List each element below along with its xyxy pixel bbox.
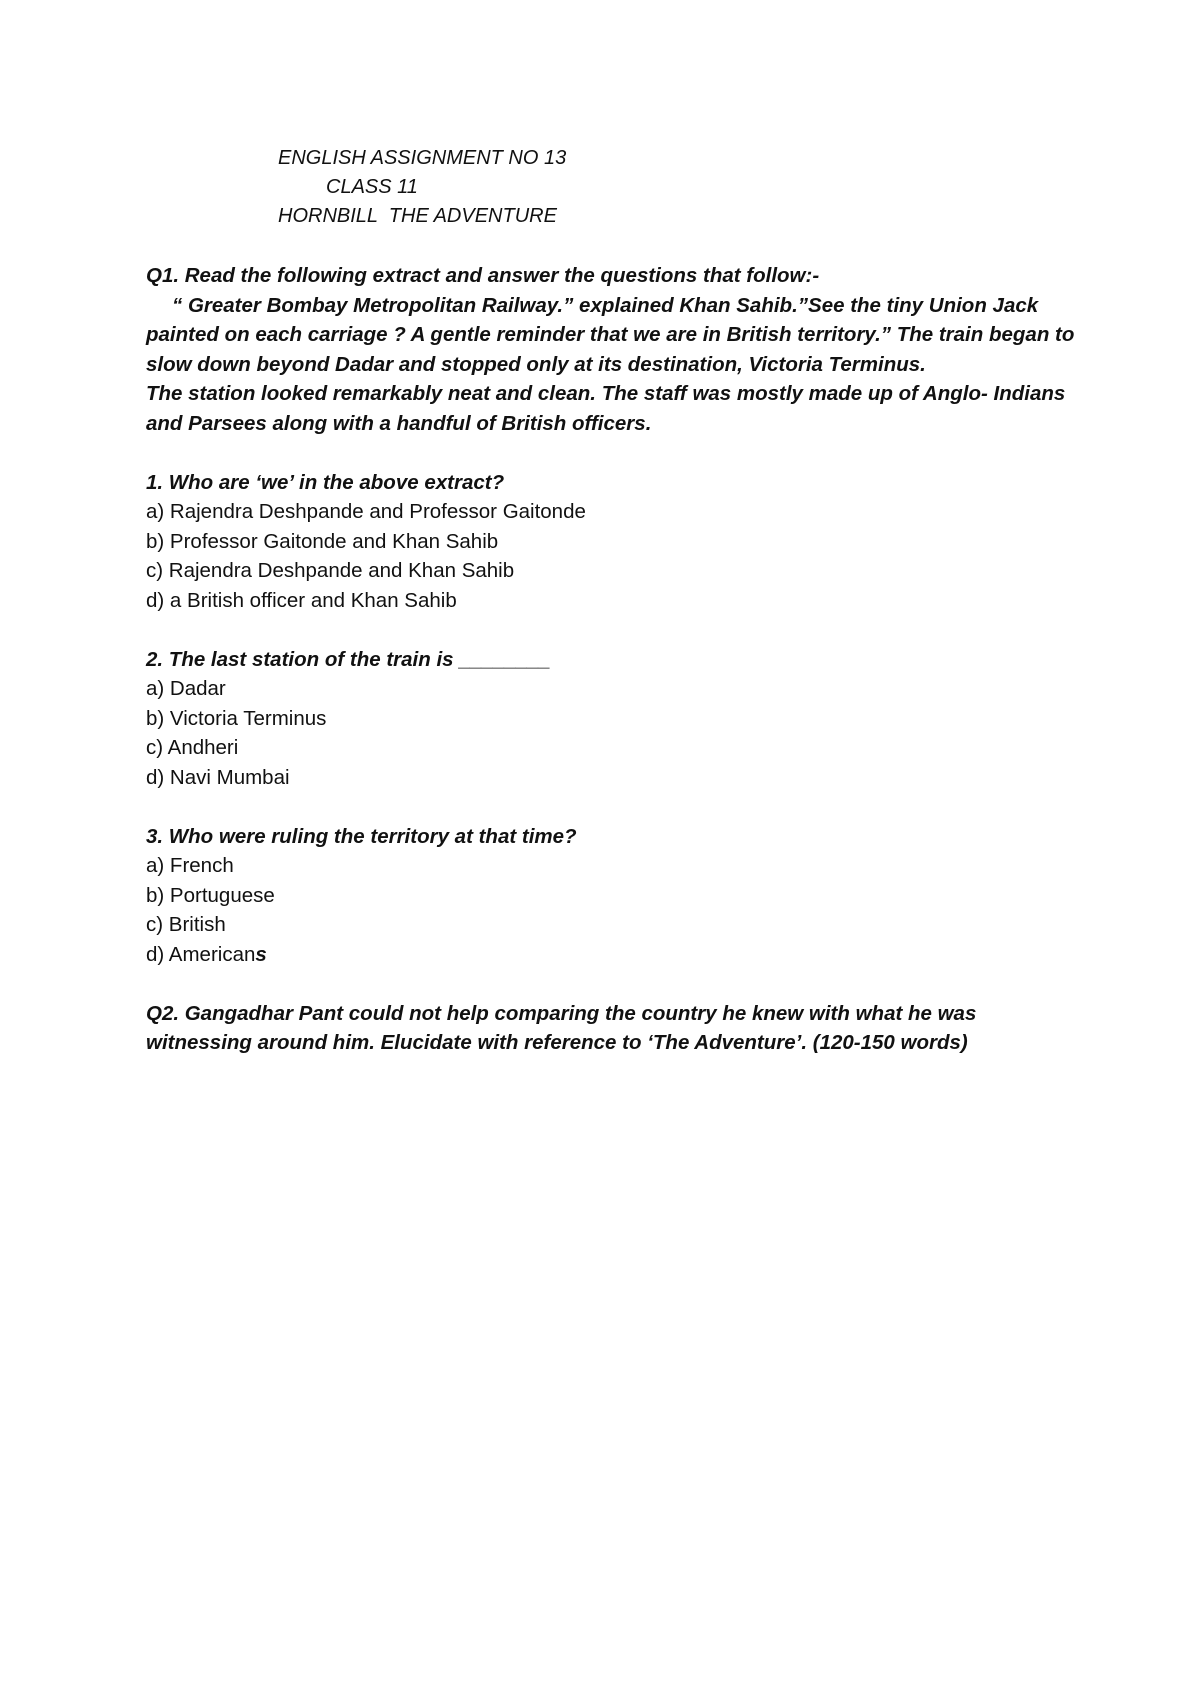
question-3-option-d-main: d) American	[146, 942, 256, 966]
question-2-text: 2. The last station of the train is ________	[146, 647, 551, 671]
question-1-option-d: d) a British officer and Khan Sahib	[146, 588, 457, 612]
q2-text: Q2. Gangadhar Pant could not help comparing the country he knew with what he was witnessing around him. Elucidate with reference to ‘The Adventure’. (120-150 words)	[146, 1001, 977, 1054]
question-3-text: 3. Who were ruling the territory at that time?	[146, 824, 577, 848]
spacer	[146, 969, 1086, 999]
spacer	[146, 792, 1086, 822]
question-2-option-c: c) Andheri	[146, 736, 239, 759]
question-2	[146, 645, 1086, 793]
assignment-body	[146, 261, 1086, 1058]
extract-paragraph-1: “ Greater Bombay Metropolitan Railway.” explained Khan Sahib.”See the tiny Union Jack painted on each carriage ? A gentle reminder that we are in British territory.” The train began to slow down beyond Dadar and stopped only at its destination, Victoria Terminus.	[146, 293, 1075, 376]
question-1	[146, 468, 1086, 616]
question-3-option-a: a) French	[146, 854, 234, 877]
question-3-option-d	[146, 940, 1086, 970]
question-1-option-b: b) Professor Gaitonde and Khan Sahib	[146, 529, 499, 553]
question-1-option-a: a) Rajendra Deshpande and Professor Gaitonde	[146, 500, 586, 523]
spacer	[146, 438, 1086, 468]
spacer	[146, 615, 1086, 645]
question-3-option-c: c) British	[146, 913, 226, 936]
question-2-option-d: d) Navi Mumbai	[146, 765, 290, 789]
question-1-option-c: c) Rajendra Deshpande and Khan Sahib	[146, 559, 515, 582]
question-3	[146, 822, 1086, 970]
question-2-option-a: a) Dadar	[146, 677, 226, 700]
question-3-option-b: b) Portuguese	[146, 883, 275, 907]
assignment-header	[278, 144, 566, 231]
chapter-title: HORNBILL THE ADVENTURE	[278, 205, 557, 227]
assignment-title: ENGLISH ASSIGNMENT NO 13	[278, 147, 567, 169]
extract-paragraph-2: The station looked remarkably neat and clean. The staff was mostly made up of Anglo- Indians and Parsees along with a handful of British officers.	[146, 382, 1066, 435]
question-2-option-b: b) Victoria Terminus	[146, 706, 327, 730]
class-label: CLASS 11	[326, 176, 418, 198]
question-3-option-d-tail: s	[255, 942, 267, 966]
question-1-text: 1. Who are ‘we’ in the above extract?	[146, 470, 505, 494]
q1-prompt: Q1. Read the following extract and answer the questions that follow:-	[146, 264, 820, 287]
